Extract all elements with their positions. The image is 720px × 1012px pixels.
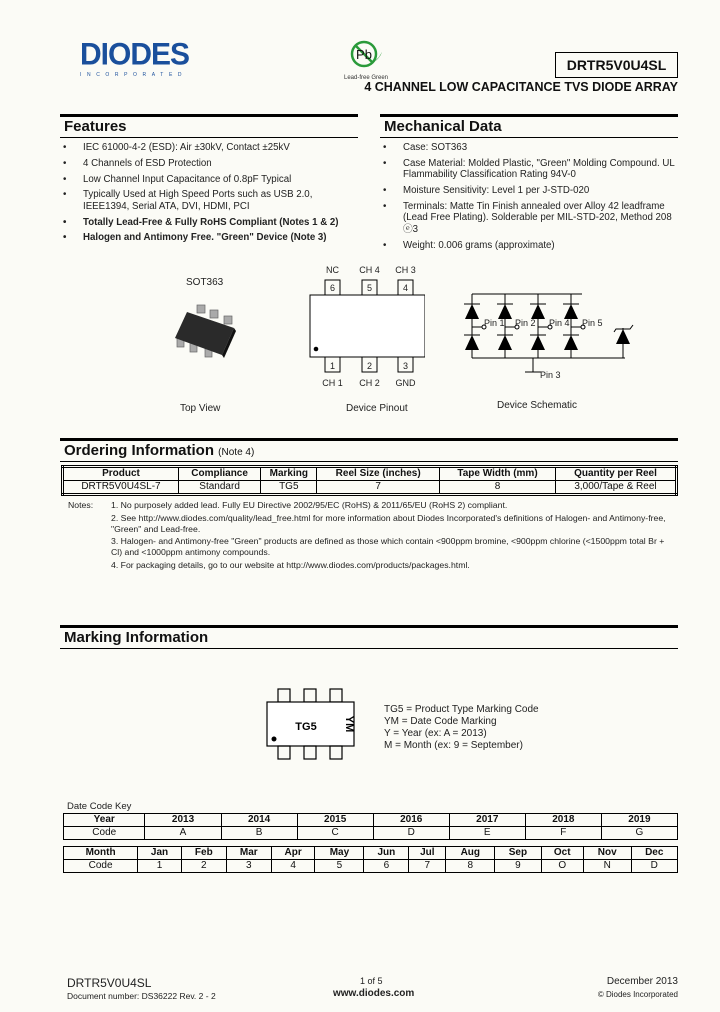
svg-text:3: 3	[402, 361, 409, 371]
svg-text:CH 2: CH 2	[359, 378, 380, 388]
footer-page: 1 of 5	[360, 976, 383, 986]
date-code-cell: Aug	[446, 847, 495, 860]
package-label: SOT363	[186, 277, 224, 288]
svg-text:2: 2	[366, 361, 373, 371]
pinout-caption: Device Pinout	[346, 403, 408, 414]
footer-copyright: © Diodes Incorporated	[597, 990, 678, 999]
svg-text:4: 4	[402, 283, 409, 293]
date-code-cell: Code	[64, 827, 145, 840]
note-item: 1. No purposely added lead. Fully EU Directive 2002/95/EC (RoHS) & 2011/65/EU (RoHS 2) compliant.	[111, 500, 508, 510]
feature-item: • IEC 61000-4-2 (ESD): Air ±30kV, Contact ±25kV	[60, 142, 360, 154]
marking-legend	[384, 704, 539, 752]
table-header-cell: Marking	[261, 467, 317, 481]
date-code-cell: 8	[446, 860, 495, 873]
marking-legend-item: YM = Date Code Marking	[384, 716, 497, 727]
footer-website[interactable]: www.diodes.com	[333, 988, 415, 999]
lead-free-icon	[346, 38, 386, 70]
date-code-cell: Code	[64, 860, 138, 873]
footer-date: December 2013	[606, 976, 678, 987]
feature-item: • Typically Used at High Speed Ports such as USB 2.0, IEEE1394, Serial ATA, DVI, HDMI, PCI	[60, 189, 360, 212]
mechanical-item: • Moisture Sensitivity: Level 1 per J-STD-020	[380, 185, 680, 197]
svg-text:GND: GND	[395, 378, 416, 388]
date-code-cell: E	[449, 827, 525, 840]
date-code-cell: 9	[495, 860, 541, 873]
product-subtitle: 4 CHANNEL LOW CAPACITANCE TVS DIODE ARRAY	[364, 80, 678, 94]
svg-text:CH 3: CH 3	[395, 265, 416, 275]
svg-text:Pin 5: Pin 5	[582, 318, 603, 328]
features-header	[60, 114, 358, 138]
date-code-cell: 3	[226, 860, 271, 873]
svg-text:CH 1: CH 1	[322, 378, 343, 388]
marking-legend-item: M = Month (ex: 9 = September)	[384, 740, 523, 751]
ordering-note: (Note 4)	[218, 447, 255, 458]
feature-item: • Low Channel Input Capacitance of 0.8pF Typical	[60, 174, 360, 186]
date-code-cell: N	[583, 860, 631, 873]
date-code-cell: G	[601, 827, 677, 840]
note-item: 4. For packaging details, go to our website at http://www.diodes.com/products/packages.html.	[111, 559, 470, 570]
date-code-cell: 2015	[297, 814, 373, 827]
date-code-cell: 2019	[601, 814, 677, 827]
date-code-cell: 2013	[145, 814, 221, 827]
month-code-table	[63, 846, 678, 873]
table-cell: 8	[440, 481, 556, 495]
marking-title: Marking Information	[64, 629, 209, 646]
lead-free-green-logo	[340, 38, 392, 81]
date-code-cell: Jun	[364, 847, 409, 860]
footer-doc-number: Document number: DS36222 Rev. 2 - 2	[67, 991, 216, 1001]
part-number-box: DRTR5V0U4SL	[555, 52, 678, 78]
date-code-cell: May	[315, 847, 364, 860]
date-code-cell: Apr	[271, 847, 315, 860]
feature-item: • 4 Channels of ESD Protection	[60, 158, 360, 170]
date-code-cell: 6	[364, 860, 409, 873]
notes-list	[111, 500, 677, 573]
table-header-cell: Quantity per Reel	[555, 467, 676, 481]
table-cell: TG5	[261, 481, 317, 495]
table-cell: 7	[317, 481, 440, 495]
marking-legend-item: Y = Year (ex: A = 2013)	[384, 728, 487, 739]
svg-text:Pin 4: Pin 4	[549, 318, 570, 328]
schematic-caption: Device Schematic	[497, 400, 578, 411]
date-code-cell: 4	[271, 860, 315, 873]
marking-header	[60, 625, 678, 649]
device-schematic	[460, 290, 660, 390]
diodes-logo	[80, 37, 210, 80]
ordering-title: Ordering Information	[64, 442, 214, 459]
table-cell: Standard	[178, 481, 260, 495]
mechanical-item: • Case Material: Molded Plastic, "Green" Molding Compound. UL Flammability Classification Rating 94V-0	[380, 158, 680, 181]
svg-text:Pin 1: Pin 1	[484, 318, 505, 328]
features-title: Features	[64, 118, 127, 135]
date-code-cell: Dec	[631, 847, 677, 860]
svg-text:Pin 3: Pin 3	[540, 370, 561, 380]
date-code-cell: Jul	[409, 847, 446, 860]
date-code-cell: 2017	[449, 814, 525, 827]
date-code-cell: 1	[138, 860, 182, 873]
date-code-cell: Feb	[181, 847, 226, 860]
svg-text:TG5: TG5	[295, 721, 317, 733]
marking-diagram	[266, 688, 356, 760]
table-header-cell: Compliance	[178, 467, 260, 481]
ordering-header	[60, 438, 678, 462]
date-code-cell: 7	[409, 860, 446, 873]
lead-free-label: Lead-free Green	[343, 75, 389, 81]
table-cell: 3,000/Tape & Reel	[555, 481, 676, 495]
date-code-cell: Sep	[495, 847, 541, 860]
mechanical-title: Mechanical Data	[384, 118, 502, 135]
date-code-cell: D	[373, 827, 449, 840]
note-item: 3. Halogen- and Antimony-free "Green" products are defined as those which contain <900ppm bromine, <900ppm chlorine (<1500ppm total Br + Cl) and <1000ppm antimony compounds.	[111, 536, 665, 558]
notes-label: Notes:	[68, 500, 94, 510]
date-code-cell: 2018	[525, 814, 601, 827]
table-cell: DRTR5V0U4SL-7	[63, 481, 179, 495]
logo-subtext: INCORPORATED	[80, 72, 188, 78]
date-code-cell: Jan	[138, 847, 182, 860]
table-header-cell: Reel Size (inches)	[317, 467, 440, 481]
svg-text:1: 1	[329, 361, 336, 371]
top-view-caption: Top View	[180, 403, 221, 414]
logo-text: DIODES	[80, 37, 190, 72]
feature-item: • Totally Lead-Free & Fully RoHS Compliant (Notes 1 & 2)	[60, 217, 360, 229]
svg-text:5: 5	[366, 283, 373, 293]
feature-item: • Halogen and Antimony Free. "Green" Device (Note 3)	[60, 232, 360, 244]
date-code-cell: B	[221, 827, 297, 840]
date-code-cell: 2	[181, 860, 226, 873]
date-code-cell: Oct	[541, 847, 583, 860]
ordering-table	[61, 465, 678, 496]
date-code-cell: 2014	[221, 814, 297, 827]
marking-legend-item: TG5 = Product Type Marking Code	[384, 704, 539, 715]
sot363-package-image	[172, 300, 242, 370]
date-code-cell: F	[525, 827, 601, 840]
year-code-table	[63, 813, 678, 840]
date-code-cell: 2016	[373, 814, 449, 827]
svg-text:NC: NC	[326, 265, 339, 275]
mechanical-list	[380, 142, 680, 255]
device-pinout-diagram	[305, 263, 425, 393]
date-code-cell: Month	[64, 847, 138, 860]
date-code-cell: O	[541, 860, 583, 873]
date-code-cell: 5	[315, 860, 364, 873]
table-header-cell: Product	[63, 467, 179, 481]
date-code-cell: Mar	[226, 847, 271, 860]
mechanical-item: • Weight: 0.006 grams (approximate)	[380, 240, 680, 252]
date-code-cell: Year	[64, 814, 145, 827]
mechanical-header	[380, 114, 678, 138]
date-code-cell: Nov	[583, 847, 631, 860]
mechanical-item: • Terminals: Matte Tin Finish annealed over Alloy 42 leadframe (Lead Free Plating). Solderable per MIL-STD-202, Method 208 ⓔ3	[380, 201, 680, 236]
date-code-cell: D	[631, 860, 677, 873]
svg-text:YM: YM	[343, 715, 355, 733]
mechanical-item: • Case: SOT363	[380, 142, 680, 154]
features-list	[60, 142, 360, 248]
svg-text:CH 4: CH 4	[359, 265, 380, 275]
date-code-cell: A	[145, 827, 221, 840]
svg-text:6: 6	[329, 283, 336, 293]
date-code-title: Date Code Key	[67, 801, 132, 812]
table-header-cell: Tape Width (mm)	[440, 467, 556, 481]
note-item: 2. See http://www.diodes.com/quality/lead_free.html for more information about Diodes Incorporated's definitions of Halogen- and Antimony-free, "Green" and Lead-free.	[111, 512, 666, 534]
svg-text:Pin 2: Pin 2	[515, 318, 536, 328]
svg-text:Pb: Pb	[356, 47, 372, 62]
date-code-cell: C	[297, 827, 373, 840]
footer-part: DRTR5V0U4SL	[67, 976, 152, 990]
